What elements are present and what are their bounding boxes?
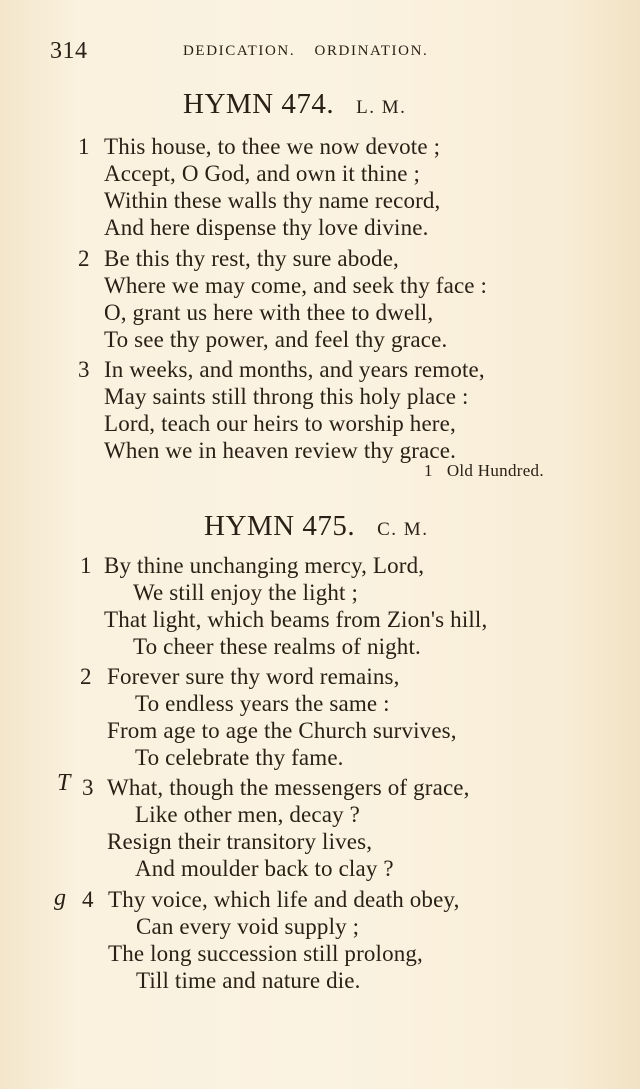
- verse-line: Within these walls thy name record,: [104, 188, 441, 213]
- verse-line: And moulder back to clay ?: [135, 856, 394, 881]
- dynamic-mark: T: [57, 770, 71, 796]
- page-number: 314: [50, 38, 88, 64]
- hymn-number: HYMN 475.: [204, 510, 356, 542]
- verse-line: In weeks, and months, and years remote,: [104, 357, 485, 382]
- tune-name: Old Hundred.: [446, 461, 544, 480]
- verse-line: What, though the messengers of grace,: [107, 775, 470, 800]
- verse-line: To celebrate thy fame.: [135, 745, 344, 770]
- hymn-meter: L. M.: [356, 97, 407, 118]
- verse-line: When we in heaven review thy grace.: [104, 438, 457, 463]
- verse-line: Lord, teach our heirs to worship here,: [104, 411, 456, 436]
- verse-line: This house, to thee we now devote ;: [104, 134, 441, 159]
- running-head: DEDICATION. ORDINATION.: [183, 43, 429, 59]
- verse-number: 3: [78, 357, 90, 382]
- verse-number: 3: [82, 775, 94, 800]
- verse-line: O, grant us here with thee to dwell,: [104, 300, 434, 325]
- verse-number: 1: [78, 134, 90, 159]
- tune-reference: [424, 461, 544, 481]
- verse-line: Resign their transitory lives,: [107, 829, 373, 854]
- verse-line: To cheer these realms of night.: [133, 634, 421, 659]
- verse-line: Accept, O God, and own it thine ;: [104, 161, 421, 186]
- verse-line: May saints still throng this holy place :: [104, 384, 469, 409]
- hymn-title: [204, 510, 428, 543]
- tune-number: 1: [424, 461, 433, 480]
- hymn-title: [183, 88, 406, 121]
- verse-line: Be this thy rest, thy sure abode,: [104, 246, 399, 271]
- verse-line: That light, which beams from Zion's hill,: [104, 607, 488, 632]
- verse-line: Forever sure thy word remains,: [107, 664, 400, 689]
- verse-line: From age to age the Church survives,: [107, 718, 457, 743]
- verse-number: 4: [82, 887, 94, 912]
- verse-line: By thine unchanging mercy, Lord,: [104, 553, 425, 578]
- verse-line: And here dispense thy love divine.: [104, 215, 429, 240]
- verse-line: Where we may come, and seek thy face :: [104, 273, 488, 298]
- verse-line: The long succession still prolong,: [108, 941, 423, 966]
- verse-number: 2: [80, 664, 92, 689]
- verse-line: To see thy power, and feel thy grace.: [104, 327, 448, 352]
- verse-number: 1: [80, 553, 92, 578]
- verse-line: Like other men, decay ?: [135, 802, 361, 827]
- hymn-meter: C. M.: [377, 519, 429, 540]
- dynamic-mark: g: [54, 885, 66, 911]
- page-header: [50, 38, 480, 68]
- verse-line: We still enjoy the light ;: [133, 580, 358, 605]
- verse-line: Can every void supply ;: [136, 914, 360, 939]
- verse-number: 2: [78, 246, 90, 271]
- verse-line: To endless years the same :: [135, 691, 390, 716]
- verse-line: Thy voice, which life and death obey,: [108, 887, 460, 912]
- verse-line: Till time and nature die.: [136, 968, 361, 993]
- hymn-number: HYMN 474.: [183, 88, 335, 120]
